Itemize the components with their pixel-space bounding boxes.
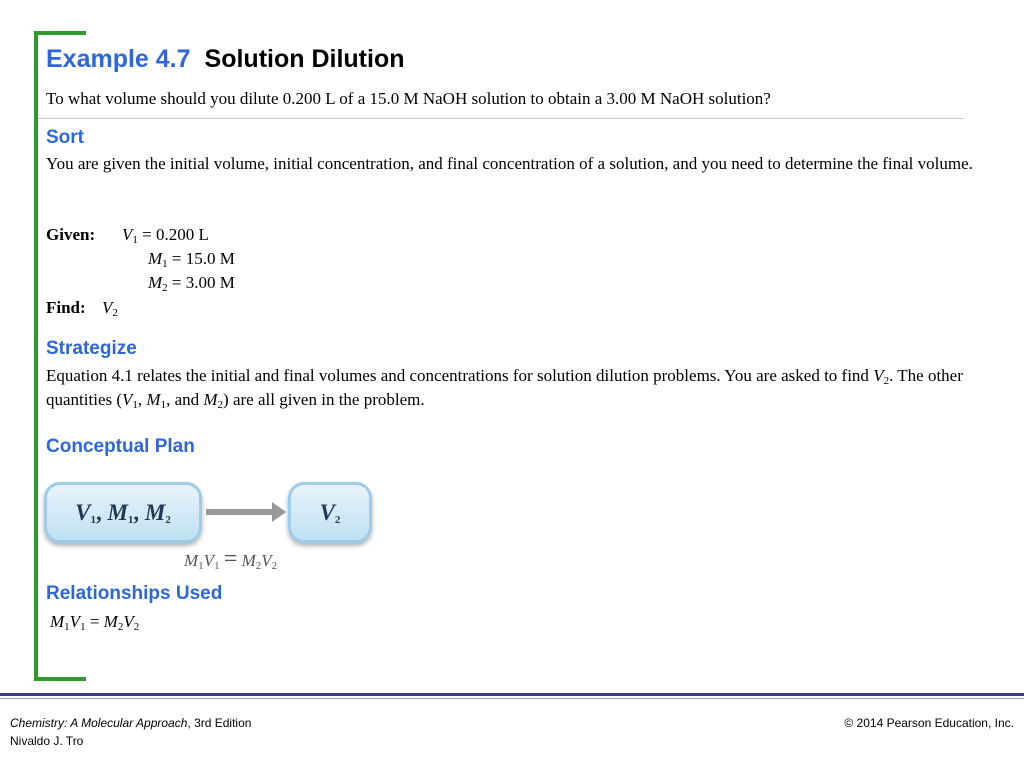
problem-question: To what volume should you dilute 0.200 L of a 15.0 M NaOH solution to obtain a 3.00 M NaOH solution? bbox=[46, 89, 771, 108]
plan-arrow-shaft bbox=[206, 509, 274, 515]
conceptual-plan-heading: Conceptual Plan bbox=[46, 436, 195, 457]
green-bracket-top bbox=[34, 31, 86, 35]
given-m1: $M_1 = 15.0$ M bbox=[148, 249, 235, 270]
given-m2: $M_2 = 3.00$ M bbox=[148, 273, 235, 294]
relationship-equation: $M_1V_1 = M_2V_2$ bbox=[50, 612, 140, 633]
relationships-heading: Relationships Used bbox=[46, 583, 223, 604]
footer-author: Nivaldo J. Tro bbox=[10, 734, 84, 748]
green-bracket-left bbox=[34, 31, 38, 681]
footer-copyright: © 2014 Pearson Education, Inc. bbox=[844, 716, 1014, 730]
green-bracket-bottom bbox=[34, 677, 86, 681]
footer-book: Chemistry: A Molecular Approach, 3rd Edition bbox=[10, 716, 252, 730]
find-v2: $V_2$ bbox=[102, 298, 118, 319]
plan-equation: $M_1V_1 = M_2V_2$ bbox=[184, 546, 278, 572]
given-label: Given: bbox=[46, 225, 96, 244]
strategize-text: Equation 4.1 relates the initial and final volumes and concentrations for solution dilution problems. You are asked to find $V_2$. The other quantities ($V_1$, $M_1$, and $M_2$) are all given in the problem. bbox=[46, 366, 963, 411]
find-label: Find: bbox=[46, 298, 86, 317]
find-quantity-box: $V_2$ bbox=[288, 482, 372, 543]
example-number: Example 4.7 bbox=[46, 45, 191, 73]
footer-rule-thin bbox=[0, 698, 1024, 699]
footer-rule bbox=[0, 693, 1024, 696]
given-v1: $V_1 = 0.200$ L bbox=[122, 225, 209, 246]
slide-title bbox=[46, 45, 404, 74]
sort-text: You are given the initial volume, initial concentration, and final concentration of a solution, and you need to determine the final volume. bbox=[46, 154, 973, 173]
plan-arrow-icon bbox=[272, 502, 286, 522]
sort-heading: Sort bbox=[46, 127, 84, 148]
conceptual-plan-diagram bbox=[44, 482, 384, 574]
strategize-heading: Strategize bbox=[46, 338, 137, 359]
example-name: Solution Dilution bbox=[204, 45, 405, 73]
divider bbox=[38, 118, 964, 119]
given-quantities-box: $V_1$, $M_1$, $M_2$ bbox=[44, 482, 202, 543]
